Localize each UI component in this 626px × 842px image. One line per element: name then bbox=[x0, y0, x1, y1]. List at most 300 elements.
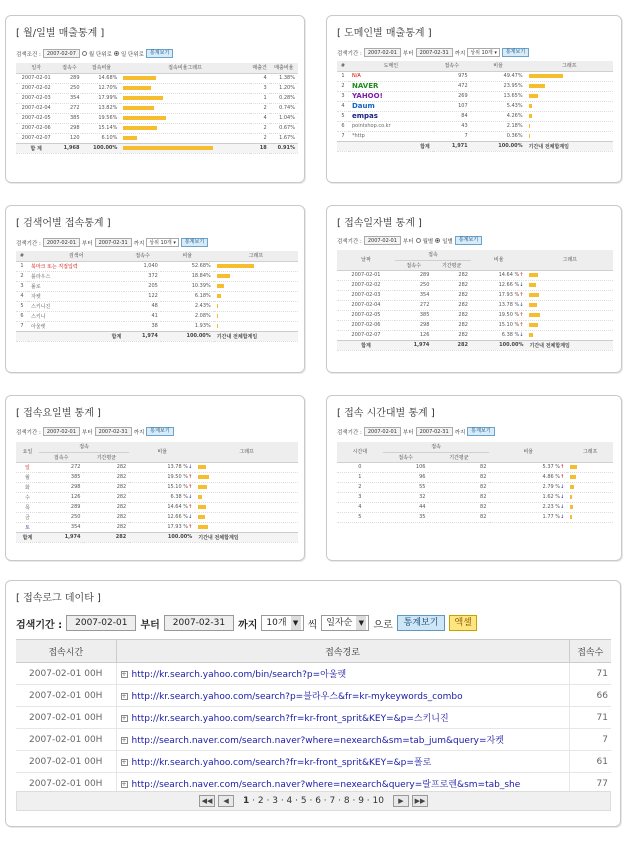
col-access-time: 접속시간 bbox=[16, 640, 116, 663]
search-label: 검색기간 : bbox=[16, 619, 63, 631]
total-blank bbox=[16, 331, 28, 341]
table-row bbox=[16, 301, 298, 311]
avg-cell: 82 bbox=[428, 462, 489, 472]
table-row bbox=[337, 111, 613, 121]
percent-sign: % bbox=[512, 312, 520, 318]
arrow-down-icon: ↓ bbox=[519, 302, 524, 308]
avg-cell: 282 bbox=[432, 270, 471, 280]
visits-cell: 122 bbox=[124, 291, 161, 301]
visits-cell: 272 bbox=[56, 103, 82, 113]
to-date-input[interactable]: 2007-02-31 bbox=[416, 427, 453, 436]
table-row bbox=[16, 311, 298, 321]
bar bbox=[570, 465, 576, 469]
arrow-down-icon: ↓ bbox=[188, 464, 193, 470]
bar bbox=[529, 323, 537, 327]
col-graph: 그래프 bbox=[214, 251, 298, 261]
page-separator: · bbox=[306, 796, 316, 806]
count-cell: 71 bbox=[569, 663, 611, 685]
access-url-link[interactable]: http://kr.search.yahoo.com/search?fr=kr-front_sprit&KEY=&p=스키니진 bbox=[131, 714, 449, 724]
page-number-link[interactable]: 5 bbox=[300, 796, 307, 806]
label-cell: 2007-02-07 bbox=[337, 330, 395, 340]
to-label: 까지 bbox=[454, 50, 466, 57]
bar bbox=[529, 273, 537, 277]
expand-icon[interactable]: + bbox=[121, 671, 127, 678]
col-graph: 그래프 bbox=[526, 61, 613, 71]
table-row bbox=[16, 271, 298, 281]
visits-cell: 250 bbox=[56, 83, 82, 93]
from-date-input[interactable]: 2007-02-01 bbox=[364, 427, 401, 436]
table-row bbox=[16, 522, 298, 532]
page-number-link[interactable]: 8 bbox=[343, 796, 350, 806]
date-cell: 2007-02-06 bbox=[16, 123, 56, 133]
graph-cell bbox=[120, 113, 249, 123]
table-row bbox=[16, 472, 298, 482]
bar bbox=[198, 495, 202, 499]
to-date-input[interactable]: 2007-02-31 bbox=[416, 48, 453, 57]
arrow-down-icon: ↓ bbox=[560, 514, 565, 520]
label-cell: 2007-02-01 bbox=[337, 270, 395, 280]
name-cell: NAVER bbox=[349, 81, 433, 91]
date-cell: 2007-02-07 bbox=[16, 133, 56, 143]
access-time-cell: 2007-02-01 00H bbox=[16, 663, 116, 685]
ratio-cell: 18.84% bbox=[161, 271, 214, 281]
bar bbox=[570, 495, 572, 499]
ratio-value: 12.66 bbox=[498, 282, 513, 288]
to-date-input[interactable]: 2007-02-31 bbox=[95, 427, 132, 436]
expand-icon[interactable]: + bbox=[121, 715, 127, 722]
graph-cell bbox=[120, 73, 249, 83]
visits-cell: 272 bbox=[395, 300, 433, 310]
table-row bbox=[337, 310, 613, 320]
name-cell: 폴로 bbox=[28, 281, 124, 291]
ratio-value: 13.78 bbox=[167, 464, 182, 470]
domain-table bbox=[337, 61, 613, 152]
graph-cell bbox=[526, 290, 613, 300]
total-note: 기간내 전체합계임 bbox=[526, 141, 613, 151]
access-path-cell[interactable] bbox=[116, 729, 569, 751]
sales-cell: 2 bbox=[250, 123, 270, 133]
avg-cell: 82 bbox=[428, 482, 489, 492]
view-stats-button[interactable]: 통계보기 bbox=[467, 427, 494, 436]
expand-icon[interactable]: + bbox=[121, 759, 127, 766]
bar bbox=[529, 333, 533, 337]
sales-ratio-cell: 1.20% bbox=[270, 83, 298, 93]
panel-title: [ 접속요일별 통계 ] bbox=[16, 408, 101, 419]
month-radio[interactable] bbox=[82, 51, 87, 56]
bar bbox=[123, 146, 213, 150]
ratio-value: 4.86 bbox=[542, 474, 554, 480]
top-n-value: 상위 10개 bbox=[470, 50, 493, 56]
percent-sign: % bbox=[512, 292, 520, 298]
col-weekday: 요일 bbox=[16, 442, 39, 462]
access-url-link[interactable]: http://search.naver.com/search.naver?where=nexearch&query=랄프로렌&sm=tab_she bbox=[131, 780, 521, 790]
ratio-cell bbox=[489, 462, 567, 472]
ratio-cell bbox=[489, 472, 567, 482]
visits-cell: 44 bbox=[383, 502, 429, 512]
page-separator: · bbox=[277, 796, 287, 806]
access-path-cell[interactable] bbox=[116, 685, 569, 707]
access-url-link[interactable]: http://search.naver.com/search.naver?where=nexearch&sm=tab_jum&query=자켓 bbox=[131, 736, 504, 746]
ratio-cell: 2.18% bbox=[471, 121, 526, 131]
ratio-cell: 10.39% bbox=[161, 281, 214, 291]
label-cell: 목 bbox=[16, 502, 39, 512]
table-row bbox=[337, 121, 613, 131]
table-row bbox=[16, 133, 298, 143]
percent-sign: % bbox=[512, 282, 520, 288]
date-input[interactable]: 2007-02-07 bbox=[43, 49, 80, 58]
bar bbox=[217, 284, 224, 288]
total-note: 기간내 전체합계임 bbox=[526, 340, 613, 350]
total-visits: 1,971 bbox=[433, 141, 471, 151]
total-ratio: 100.00% bbox=[129, 532, 195, 542]
col-visits: 접속수 bbox=[56, 63, 82, 73]
graph-cell bbox=[120, 103, 249, 113]
sales-cell: 4 bbox=[250, 73, 270, 83]
percent-sign: % bbox=[553, 514, 561, 520]
name-cell: Daum bbox=[349, 101, 433, 111]
visits-cell: 48 bbox=[124, 301, 161, 311]
table-row bbox=[16, 707, 611, 729]
label-cell: 0 bbox=[337, 462, 383, 472]
graph-cell bbox=[567, 492, 613, 502]
bar bbox=[123, 136, 136, 140]
count-suffix: 씩 bbox=[307, 619, 318, 631]
prev-page-icon[interactable]: ◀ bbox=[218, 795, 234, 807]
col-period-avg: 기간평균 bbox=[83, 452, 129, 462]
page-number-link[interactable]: 2 bbox=[257, 796, 264, 806]
table-row bbox=[337, 502, 613, 512]
ratio-cell: 6.10% bbox=[83, 133, 121, 143]
ratio-cell bbox=[471, 290, 527, 300]
name-cell: 북마크 또는 직접입력 bbox=[28, 261, 124, 271]
page-separator: · bbox=[263, 796, 273, 806]
col-count: 접속수 bbox=[569, 640, 611, 663]
table-row bbox=[337, 131, 613, 141]
from-date-input[interactable]: 2007-02-01 bbox=[364, 48, 401, 57]
label-cell: 금 bbox=[16, 512, 39, 522]
visits-cell: 372 bbox=[124, 271, 161, 281]
panel-title: [ 검색어별 접속통계 ] bbox=[16, 218, 111, 229]
total-visits: 1,974 bbox=[124, 331, 161, 341]
ratio-cell bbox=[471, 300, 527, 310]
ratio-cell: 0.36% bbox=[471, 131, 526, 141]
daily-table bbox=[337, 250, 613, 351]
expand-icon[interactable]: + bbox=[121, 693, 127, 700]
graph-cell bbox=[567, 502, 613, 512]
label-cell: 토 bbox=[16, 522, 39, 532]
daily-radio[interactable] bbox=[435, 238, 440, 243]
ratio-value: 14.64 bbox=[167, 504, 182, 510]
page-number-link[interactable]: 1 bbox=[243, 796, 250, 806]
daily-visits-panel bbox=[326, 205, 622, 373]
bar bbox=[217, 274, 230, 278]
access-path-cell[interactable] bbox=[116, 707, 569, 729]
ratio-cell bbox=[489, 482, 567, 492]
total-label: 합계 bbox=[337, 340, 395, 350]
sales-ratio-cell: 0.74% bbox=[270, 103, 298, 113]
table-row bbox=[16, 482, 298, 492]
graph-cell bbox=[526, 91, 613, 101]
label-cell: 2007-02-03 bbox=[337, 290, 395, 300]
ratio-cell: 4.26% bbox=[471, 111, 526, 121]
from-label: 부터 bbox=[402, 429, 414, 436]
arrow-up-icon: ↑ bbox=[188, 504, 193, 510]
page-number-link[interactable]: 10 bbox=[372, 796, 384, 806]
bar bbox=[529, 74, 564, 78]
page-number-link[interactable]: 3 bbox=[272, 796, 278, 806]
total-visits: 1,974 bbox=[39, 532, 84, 542]
from-date-input[interactable]: 2007-02-01 bbox=[66, 615, 136, 631]
rank-cell: 2 bbox=[16, 271, 28, 281]
ratio-cell bbox=[489, 492, 567, 502]
bar bbox=[198, 485, 206, 489]
total-blank bbox=[337, 141, 349, 151]
count-value: 10개 bbox=[266, 618, 287, 628]
day-radio[interactable] bbox=[114, 51, 119, 56]
percent-sign: % bbox=[181, 494, 189, 500]
count-select[interactable] bbox=[261, 615, 303, 631]
access-path-cell[interactable] bbox=[116, 663, 569, 685]
col-ratio: 비율 bbox=[471, 61, 526, 71]
visits-cell: 385 bbox=[56, 113, 82, 123]
label-cell: 2 bbox=[337, 482, 383, 492]
ratio-value: 12.66 bbox=[167, 514, 182, 520]
visits-cell: 38 bbox=[124, 321, 161, 331]
search-toolbar bbox=[16, 49, 173, 58]
page-separator: · bbox=[320, 796, 330, 806]
graph-cell bbox=[526, 71, 613, 81]
graph-cell bbox=[567, 482, 613, 492]
percent-sign: % bbox=[512, 332, 520, 338]
graph-cell bbox=[195, 502, 298, 512]
graph-cell bbox=[526, 300, 613, 310]
visits-cell: 298 bbox=[39, 482, 84, 492]
access-url-link[interactable]: http://kr.search.yahoo.com/search?p=블라우스&fr=kr-mykeywords_combo bbox=[131, 692, 463, 702]
avg-cell: 82 bbox=[428, 492, 489, 502]
next-page-icon[interactable]: ▶ bbox=[393, 795, 409, 807]
ratio-cell bbox=[471, 330, 527, 340]
table-row bbox=[16, 729, 611, 751]
last-page-icon[interactable]: ▶▶ bbox=[412, 795, 428, 807]
from-date-input[interactable]: 2007-02-01 bbox=[43, 427, 80, 436]
arrow-down-icon: ↓ bbox=[519, 282, 524, 288]
view-stats-button[interactable]: 통계보기 bbox=[502, 48, 529, 57]
order-suffix: 으로 bbox=[373, 619, 393, 631]
expand-icon[interactable]: + bbox=[121, 781, 127, 788]
bar bbox=[529, 104, 533, 108]
graph-cell bbox=[195, 492, 298, 502]
count-cell: 7 bbox=[569, 729, 611, 751]
total-row bbox=[16, 532, 298, 542]
bar bbox=[123, 96, 163, 100]
table-row bbox=[337, 462, 613, 472]
graph-cell bbox=[526, 111, 613, 121]
table-row bbox=[16, 103, 298, 113]
bar bbox=[123, 106, 153, 110]
total-label: 합계 bbox=[28, 331, 124, 341]
bar bbox=[570, 475, 576, 479]
bar bbox=[217, 294, 221, 298]
percent-sign: % bbox=[181, 474, 189, 480]
access-path-cell[interactable] bbox=[116, 751, 569, 773]
arrow-down-icon: ↓ bbox=[560, 504, 565, 510]
to-date-input[interactable]: 2007-02-31 bbox=[164, 615, 234, 631]
graph-cell bbox=[526, 330, 613, 340]
access-url-link[interactable]: http://kr.search.yahoo.com/bin/search?p=아울렛 bbox=[131, 670, 347, 680]
ratio-cell: 13.65% bbox=[471, 91, 526, 101]
pagination bbox=[16, 791, 611, 811]
bar bbox=[529, 293, 539, 297]
total-sales-ratio: 0.91% bbox=[270, 143, 298, 153]
first-page-icon[interactable]: ◀◀ bbox=[199, 795, 215, 807]
search-label: 검색기간 : bbox=[16, 240, 41, 247]
from-label: 부터 bbox=[402, 50, 414, 57]
chevron-down-icon: ▼ bbox=[356, 616, 366, 630]
graph-cell bbox=[214, 281, 298, 291]
page-number-link[interactable]: 9 bbox=[358, 796, 364, 806]
ratio-cell bbox=[129, 482, 195, 492]
ratio-value: 6.38 bbox=[170, 494, 182, 500]
page-number-link[interactable]: 7 bbox=[329, 796, 336, 806]
label-cell: 4 bbox=[337, 502, 383, 512]
sales-table bbox=[16, 63, 298, 154]
bar bbox=[529, 134, 530, 138]
domain-sales-panel bbox=[326, 15, 622, 183]
label-cell: 월 bbox=[16, 472, 39, 482]
graph-cell bbox=[195, 522, 298, 532]
search-label: 검색조건 : bbox=[16, 51, 41, 58]
order-select[interactable] bbox=[321, 615, 369, 631]
avg-cell: 82 bbox=[428, 472, 489, 482]
sales-cell: 3 bbox=[250, 83, 270, 93]
ratio-cell: 23.95% bbox=[471, 81, 526, 91]
ratio-cell bbox=[129, 512, 195, 522]
search-label: 검색기간 : bbox=[337, 50, 362, 57]
graph-cell bbox=[120, 83, 249, 93]
graph-cell bbox=[195, 462, 298, 472]
ratio-value: 6.38 bbox=[501, 332, 513, 338]
total-row bbox=[16, 331, 298, 341]
arrow-up-icon: ↑ bbox=[519, 272, 524, 278]
arrow-up-icon: ↑ bbox=[560, 464, 565, 470]
to-date-input[interactable]: 2007-02-31 bbox=[95, 238, 132, 247]
chevron-down-icon: ▼ bbox=[291, 616, 301, 630]
view-stats-button[interactable]: 통계보기 bbox=[181, 238, 208, 247]
total-note: 기간내 전체합계임 bbox=[195, 532, 298, 542]
avg-cell: 282 bbox=[83, 502, 129, 512]
arrow-down-icon: ↓ bbox=[560, 484, 565, 490]
view-stats-button[interactable]: 통계보기 bbox=[146, 49, 173, 58]
ratio-cell: 49.47% bbox=[471, 71, 526, 81]
rank-cell: 1 bbox=[16, 261, 28, 271]
panel-title: [ 접속 시간대별 통계 ] bbox=[337, 408, 435, 419]
arrow-up-icon: ↑ bbox=[519, 292, 524, 298]
access-url-link[interactable]: http://kr.search.yahoo.com/search?fr=kr-front_sprit&KEY=&p=폴로 bbox=[131, 758, 432, 768]
arrow-down-icon: ↓ bbox=[188, 514, 193, 520]
top-n-select[interactable] bbox=[146, 238, 179, 247]
access-time-cell: 2007-02-01 00H bbox=[16, 685, 116, 707]
bar bbox=[198, 515, 205, 519]
view-stats-button[interactable]: 통계보기 bbox=[455, 236, 482, 245]
visits-cell: 269 bbox=[433, 91, 471, 101]
page-number-link[interactable]: 4 bbox=[286, 796, 293, 806]
sales-ratio-cell: 1.38% bbox=[270, 73, 298, 83]
total-sales: 18 bbox=[250, 143, 270, 153]
sales-ratio-cell: 0.67% bbox=[270, 123, 298, 133]
col-domain: 도메인 bbox=[349, 61, 433, 71]
search-label: 검색기간 : bbox=[16, 429, 41, 436]
label-cell: 수 bbox=[16, 492, 39, 502]
ratio-cell: 12.70% bbox=[83, 83, 121, 93]
view-stats-button[interactable]: 통계보기 bbox=[397, 615, 446, 631]
total-row bbox=[337, 340, 613, 350]
top-n-select[interactable] bbox=[467, 48, 500, 57]
monthly-radio[interactable] bbox=[416, 238, 421, 243]
sales-ratio-cell: 0.28% bbox=[270, 93, 298, 103]
visits-cell: 126 bbox=[395, 330, 433, 340]
avg-cell: 282 bbox=[83, 482, 129, 492]
table-row bbox=[16, 462, 298, 472]
ratio-cell: 14.68% bbox=[83, 73, 121, 83]
percent-sign: % bbox=[181, 504, 189, 510]
rank-cell: 7 bbox=[16, 321, 28, 331]
visits-cell: 7 bbox=[433, 131, 471, 141]
graph-cell bbox=[526, 320, 613, 330]
col-sales-ratio: 매출비율 bbox=[270, 63, 298, 73]
from-label: 부터 bbox=[140, 619, 160, 631]
rank-cell: 7 bbox=[337, 131, 349, 141]
visits-cell: 205 bbox=[124, 281, 161, 291]
ratio-cell: 17.99% bbox=[83, 93, 121, 103]
avg-cell: 282 bbox=[432, 320, 471, 330]
rank-cell: 3 bbox=[16, 281, 28, 291]
bar bbox=[217, 304, 219, 308]
percent-sign: % bbox=[181, 514, 189, 520]
col-sales: 매출건 bbox=[250, 63, 270, 73]
panel-title: [ 접속로그 데이타 ] bbox=[16, 593, 101, 604]
avg-cell: 282 bbox=[432, 300, 471, 310]
search-label: 검색기간 : bbox=[337, 429, 362, 436]
rank-cell: 4 bbox=[337, 101, 349, 111]
col-visit-group: 접속 bbox=[39, 442, 129, 452]
view-stats-button[interactable]: 통계보기 bbox=[146, 427, 173, 436]
visits-cell: 298 bbox=[395, 320, 433, 330]
table-row bbox=[16, 512, 298, 522]
date-cell: 2007-02-03 bbox=[16, 93, 56, 103]
arrow-up-icon: ↑ bbox=[519, 322, 524, 328]
page-number-link[interactable]: 6 bbox=[315, 796, 321, 806]
sales-cell: 1 bbox=[250, 93, 270, 103]
ratio-cell bbox=[489, 512, 567, 522]
expand-icon[interactable]: + bbox=[121, 737, 127, 744]
page-separator: · bbox=[349, 796, 359, 806]
ratio-value: 1.77 bbox=[542, 514, 554, 520]
excel-export-button[interactable]: 엑셀 bbox=[449, 615, 476, 631]
visits-cell: 126 bbox=[39, 492, 84, 502]
name-cell: YAHOO! bbox=[349, 91, 433, 101]
total-note: 기간내 전체합계임 bbox=[214, 331, 298, 341]
from-date-input[interactable]: 2007-02-01 bbox=[364, 236, 401, 245]
visits-cell: 975 bbox=[433, 71, 471, 81]
arrow-up-icon: ↑ bbox=[188, 524, 193, 530]
bar bbox=[529, 114, 532, 118]
page-separator: · bbox=[249, 796, 258, 806]
from-date-input[interactable]: 2007-02-01 bbox=[43, 238, 80, 247]
visits-cell: 354 bbox=[395, 290, 433, 300]
rank-cell: 6 bbox=[337, 121, 349, 131]
to-label: 까지 bbox=[133, 429, 145, 436]
graph-cell bbox=[214, 261, 298, 271]
